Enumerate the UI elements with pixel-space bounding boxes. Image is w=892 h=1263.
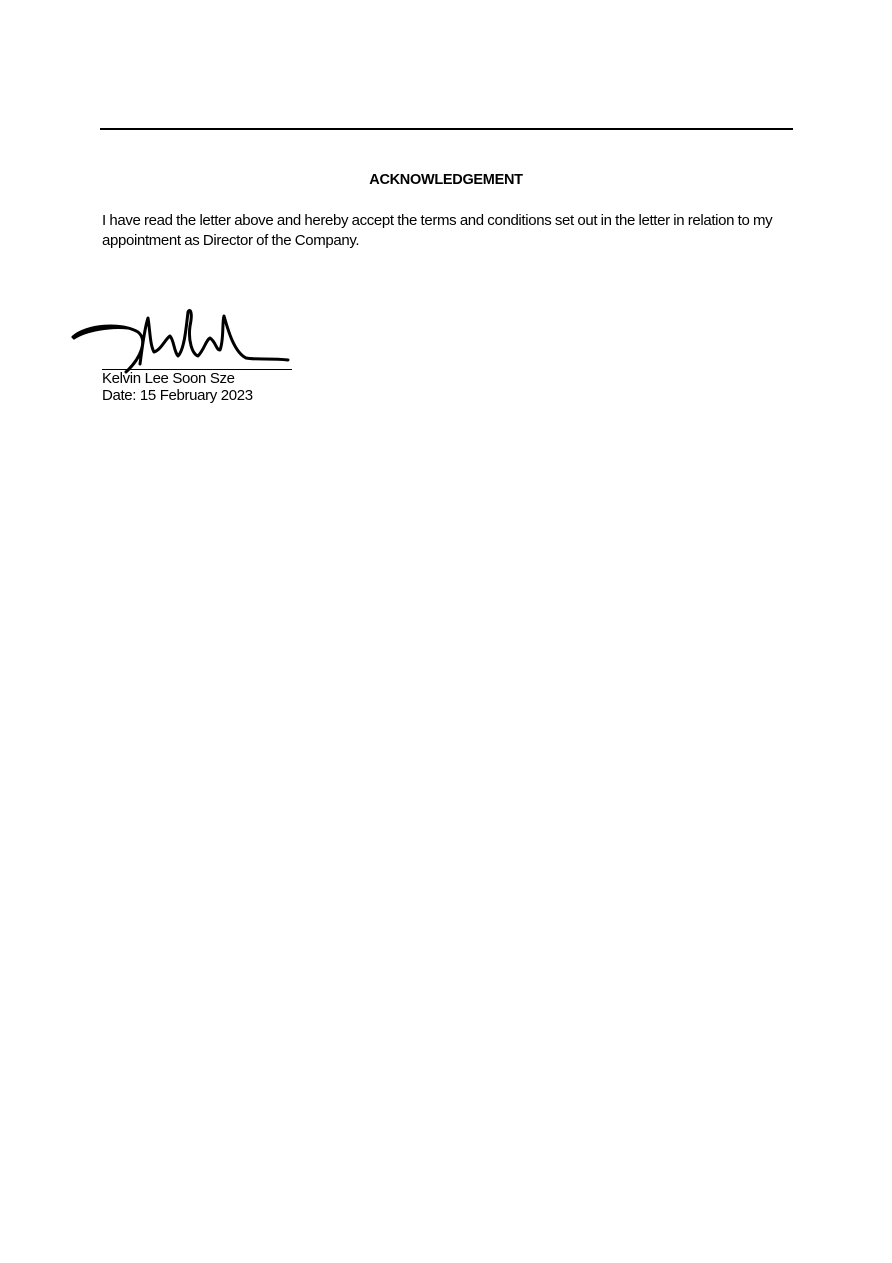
handwritten-signature xyxy=(66,300,296,380)
top-divider xyxy=(100,128,793,130)
signature-stroke xyxy=(73,311,288,372)
acknowledgement-text: I have read the letter above and hereby accept the terms and conditions set out in the letter in relation to my appointment as Director of the Company. xyxy=(102,212,773,249)
signer-name: Kelvin Lee Soon Sze xyxy=(102,370,235,387)
document-heading: ACKNOWLEDGEMENT xyxy=(369,172,523,188)
signature-date: Date: 15 February 2023 xyxy=(102,387,253,404)
